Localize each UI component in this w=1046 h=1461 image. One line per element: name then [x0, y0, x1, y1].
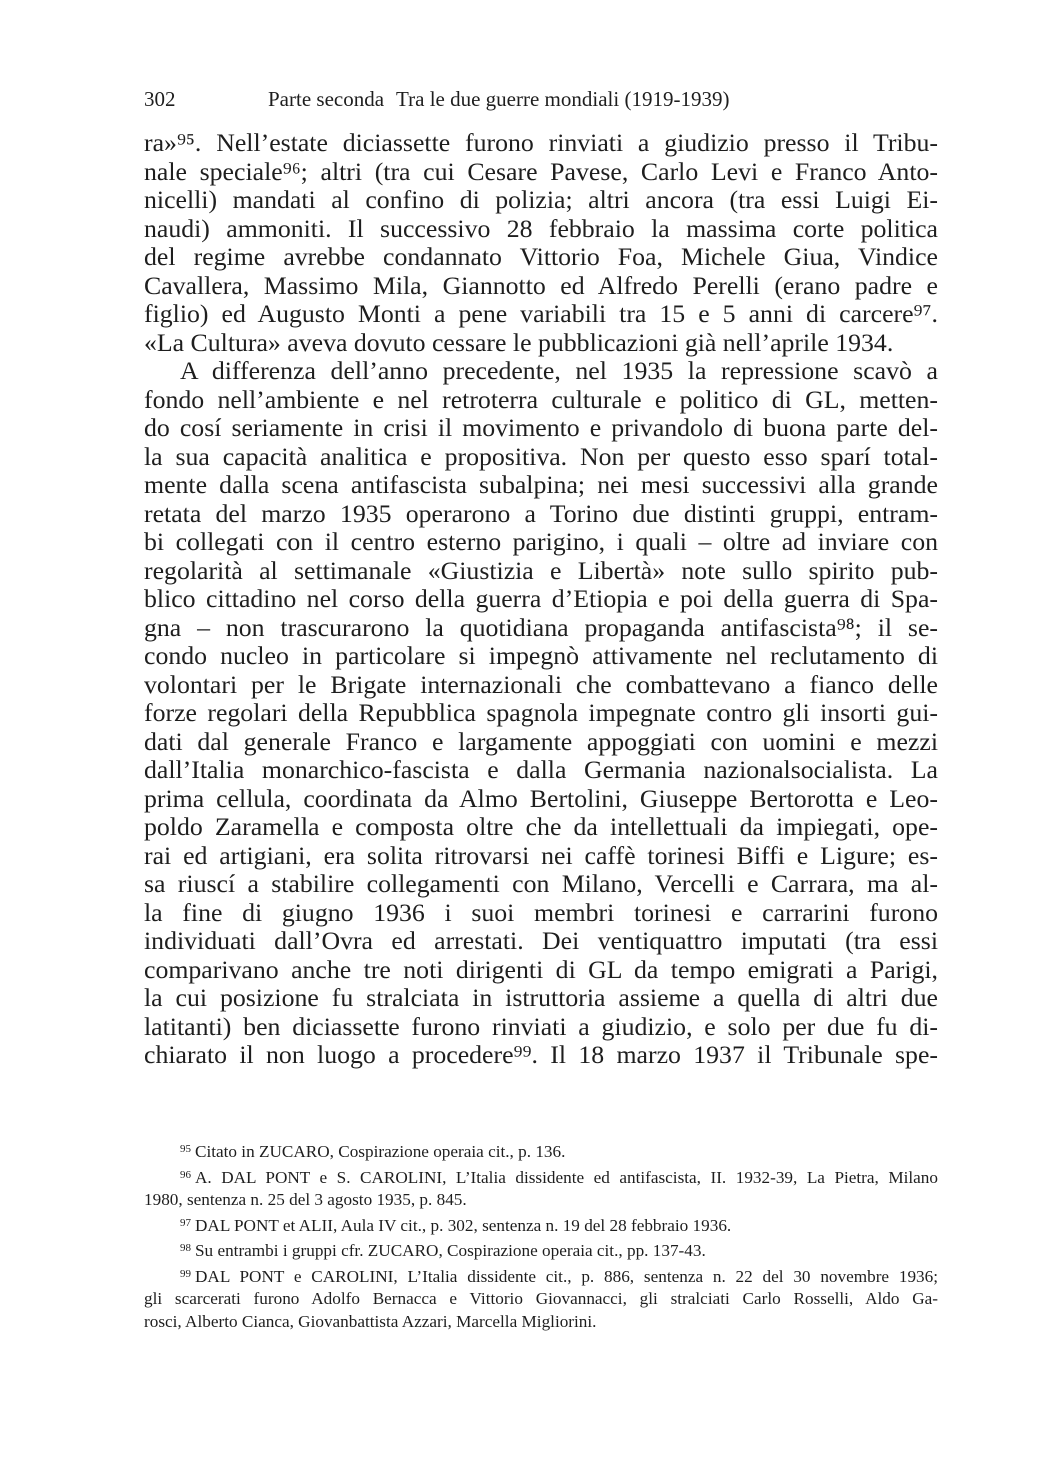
text-line: del regime avrebbe condannato Vittorio Foa, Michele Giua, Vindice	[144, 242, 938, 271]
chapter-title: Tra le due guerre mondiali (1919-1939)	[396, 87, 730, 111]
footnotes	[144, 1138, 938, 1333]
text-line: nale speciale⁹⁶; altri (tra cui Cesare Pavese, Carlo Levi e Franco Anto-	[144, 156, 938, 186]
page-number: 302	[144, 87, 176, 111]
text-line: nicelli) mandati al confino di polizia; altri ancora (tra essi Luigi Ei-	[144, 185, 938, 214]
body-text	[144, 129, 938, 1070]
footnote-text: DAL PONT e CAROLINI, L’Italia dissidente cit., p. 886, sentenza n. 22 del 30 novembre 1936;	[195, 1266, 938, 1286]
footnote-96	[144, 1164, 938, 1212]
text-line: regolarità al settimanale «Giustizia e Libertà» note sullo spirito pub-	[144, 555, 938, 585]
running-head	[144, 86, 944, 112]
text-line: la fine di giugno 1936 i suoi membri torinesi e carrarini furono	[144, 897, 938, 927]
part-label: Parte seconda	[268, 87, 385, 111]
text-line: do cosí seriamente in crisi il movimento e privandolo di buona parte del-	[144, 413, 938, 442]
text-line: retata del marzo 1935 operarono a Torino due distinti gruppi, entram-	[144, 498, 938, 528]
footnote-95	[144, 1138, 938, 1164]
text-line: gna – non trascurarono la quotidiana propaganda antifascista⁹⁸; il se-	[144, 612, 938, 642]
text-line: rai ed artigiani, era solita ritrovarsi nei caffè torinesi Biffi e Ligure; es-	[144, 840, 938, 870]
text-line: poldo Zaramella e composta oltre che da intellettuali da impiegati, ope-	[144, 812, 938, 841]
footnote-number: 99	[180, 1267, 191, 1280]
text-line: A differenza dell’anno precedente, nel 1935 la repressione scavò a	[180, 356, 938, 385]
text-line: forze regolari della Repubblica spagnola impegnate contro gli insorti gui-	[144, 698, 938, 727]
footnote-98	[144, 1237, 938, 1263]
footnote-text: DAL PONT et ALII, Aula IV cit., p. 302, sentenza n. 19 del 28 febbraio 1936.	[195, 1215, 732, 1235]
text-line: blico cittadino nel corso della guerra d’Etiopia e poi della guerra di Spa-	[144, 584, 938, 613]
footnote-text: Su entrambi i gruppi cfr. ZUCARO, Cospirazione operaia cit., pp. 137-43.	[195, 1241, 706, 1260]
text-line: volontari per le Brigate internazionali che combattevano a fianco delle	[144, 669, 938, 699]
footnote-text: Citato in ZUCARO, Cospirazione operaia cit., p. 136.	[195, 1142, 566, 1161]
text-line: dall’Italia monarchico-fascista e dalla Germania nazionalsocialista. La	[144, 755, 938, 784]
text-line: «La Cultura» aveva dovuto cessare le pubblicazioni già nell’aprile 1934.	[144, 327, 894, 357]
footnote-97	[144, 1212, 938, 1238]
footnote-line	[144, 1263, 938, 1289]
text-line: sa riuscí a stabilire collegamenti con Milano, Vercelli e Carrara, ma al-	[144, 869, 938, 898]
text-line: ra»⁹⁵. Nell’estate diciassette furono rinviati a giudizio presso il Tribu-	[144, 128, 938, 157]
text-line: latitanti) ben diciassette furono rinviati a giudizio, e solo per due fu di-	[144, 1011, 938, 1041]
footnote-line: 1980, sentenza n. 25 del 3 agosto 1935, p. 845.	[144, 1190, 467, 1209]
footnote-number: 95	[180, 1143, 191, 1155]
text-line: bi collegati con il centro esterno parigino, i quali – oltre ad inviare con	[144, 527, 938, 556]
text-line: figlio) ed Augusto Monti a pene variabili tra 15 e 5 anni di carcere⁹⁷.	[144, 299, 938, 328]
text-line: condo nucleo in particolare si impegnò attivamente nel reclutamento di	[144, 641, 938, 670]
text-line: la cui posizione fu stralciata in istruttoria assieme a quella di altri due	[144, 983, 938, 1012]
footnote-line	[144, 1138, 938, 1164]
text-line: la sua capacità analitica e propositiva. Non per questo esso sparí total-	[144, 441, 938, 471]
footnote-number: 98	[180, 1242, 191, 1254]
footnote-line: rosci, Alberto Cianca, Giovanbattista Azzari, Marcella Migliorini.	[144, 1311, 597, 1331]
text-line: fondo nell’ambiente e nel retroterra culturale e politico di GL, metten-	[144, 384, 938, 414]
text-line: mente dalla scena antifascista subalpina; nei mesi successivi alla grande	[144, 470, 938, 499]
text-line: prima cellula, coordinata da Almo Bertolini, Giuseppe Bertorotta e Leo-	[144, 783, 938, 813]
footnote-number: 96	[180, 1168, 191, 1181]
footnote-text: A. DAL PONT e S. CAROLINI, L’Italia dissidente ed antifascista, II. 1932-39, La Pietra, Milano	[195, 1167, 938, 1187]
footnote-99	[144, 1263, 938, 1334]
footnote-line	[144, 1164, 938, 1190]
text-line: individuati dall’Ovra ed arrestati. Dei ventiquattro imputati (tra essi	[144, 926, 938, 955]
text-line: naudi) ammoniti. Il successivo 28 febbraio la massima corte politica	[144, 213, 938, 243]
footnote-line: gli scarcerati furono Adolfo Bernacca e Vittorio Giovannacci, gli stralciati Carlo Rosselli, Aldo Ga-	[144, 1289, 938, 1308]
footnote-number: 97	[180, 1216, 191, 1229]
text-line: comparivano anche tre noti dirigenti di GL da tempo emigrati a Parigi,	[144, 954, 938, 984]
text-line: dati dal generale Franco e largamente appoggiati con uomini e mezzi	[144, 726, 938, 756]
text-line: chiarato il non luogo a procedere⁹⁹. Il 18 marzo 1937 il Tribunale spe-	[144, 1040, 938, 1069]
text-line: Cavallera, Massimo Mila, Giannotto ed Alfredo Perelli (erano padre e	[144, 270, 938, 300]
footnote-line	[144, 1212, 938, 1238]
footnote-line	[144, 1237, 938, 1263]
